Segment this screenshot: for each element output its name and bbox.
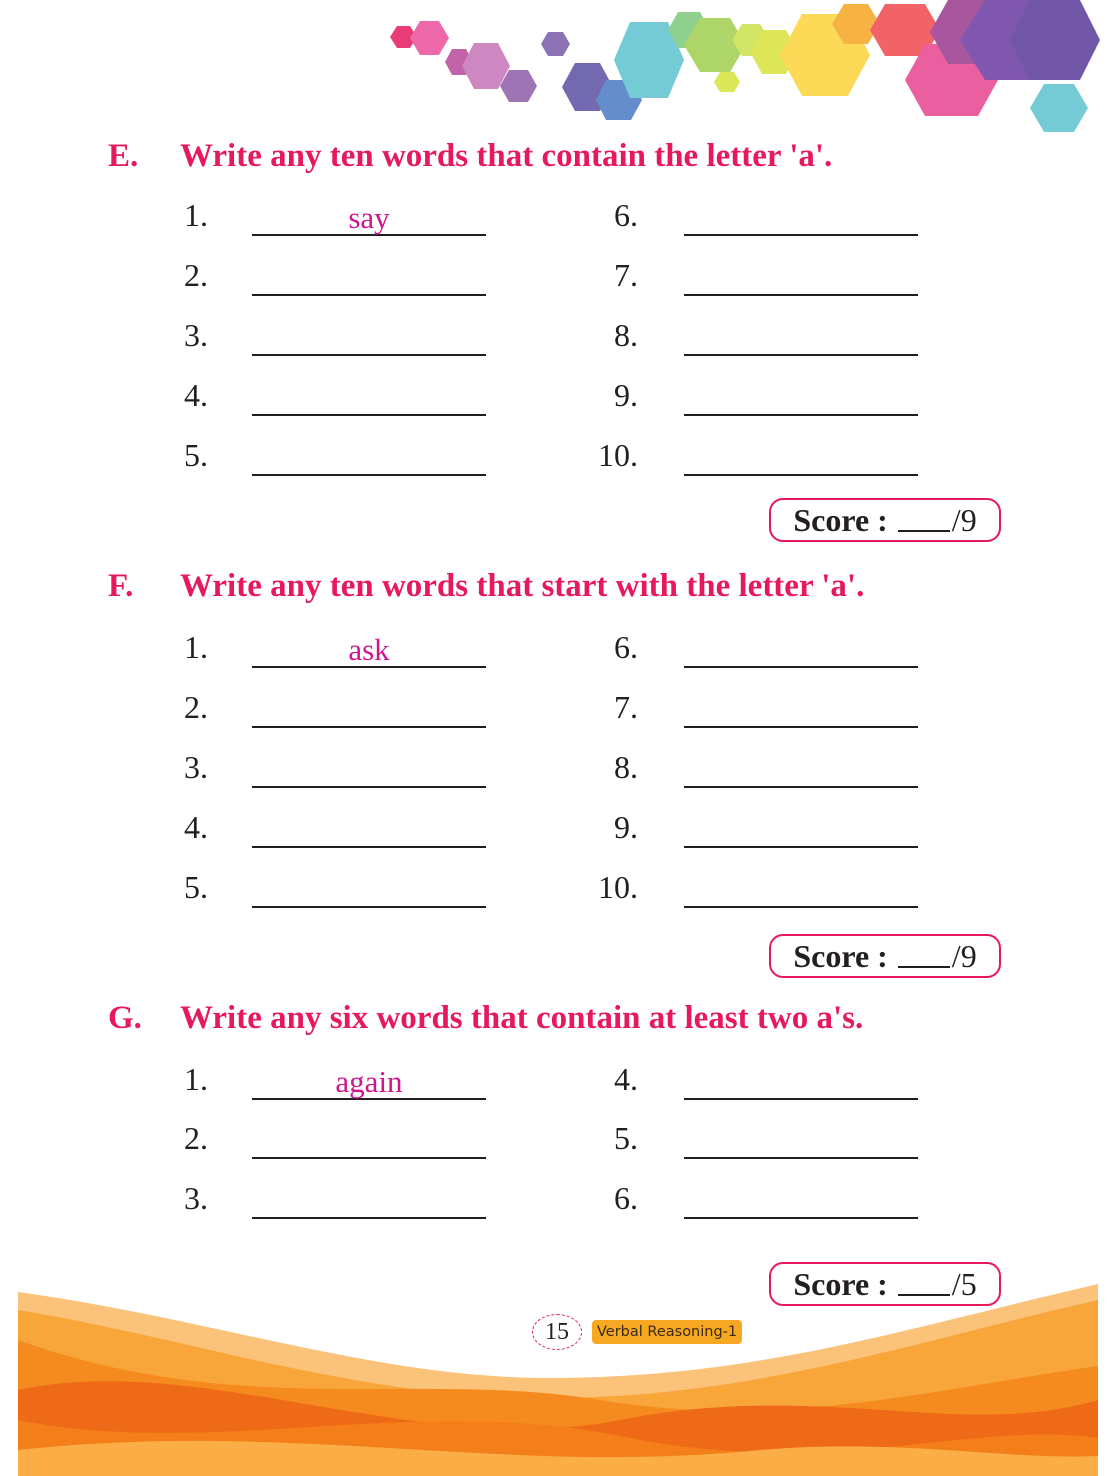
- section-prompt: Write any six words that contain at least two a's.: [180, 1000, 864, 1036]
- answer-blank[interactable]: [252, 810, 486, 848]
- answer-blank[interactable]: [684, 810, 918, 848]
- answer-blank[interactable]: [684, 750, 918, 788]
- book-title-badge: Verbal Reasoning-1: [592, 1320, 742, 1344]
- section-letter: E.: [108, 138, 139, 174]
- item-number: 6.: [614, 197, 638, 233]
- score-label: Score :: [793, 501, 888, 538]
- item-number: 2.: [184, 689, 208, 725]
- answer-blank[interactable]: [252, 258, 486, 296]
- answer-blank[interactable]: [684, 198, 918, 236]
- answer-blank[interactable]: [684, 1062, 918, 1100]
- score-blank[interactable]: [898, 944, 950, 968]
- answer-blank[interactable]: [684, 438, 918, 476]
- answer-blank[interactable]: [684, 870, 918, 908]
- item-number: 3.: [184, 1180, 208, 1216]
- item-number: 8.: [614, 749, 638, 785]
- answer-blank[interactable]: [684, 378, 918, 416]
- score-total: /9: [951, 937, 977, 974]
- item-number: 5.: [184, 437, 208, 473]
- section-f-heading: [108, 568, 864, 605]
- section-e-score-box: [769, 498, 1001, 542]
- item-number: 2.: [184, 257, 208, 293]
- section-letter: G.: [108, 1000, 142, 1036]
- score-blank[interactable]: [898, 1272, 950, 1296]
- item-number: 6.: [614, 629, 638, 665]
- section-g-heading: [108, 1000, 863, 1037]
- answer-blank[interactable]: [252, 750, 486, 788]
- item-number: 10.: [598, 869, 638, 905]
- item-number: 1.: [184, 1061, 208, 1097]
- score-total: /5: [951, 1265, 977, 1302]
- answer-blank[interactable]: [252, 870, 486, 908]
- score-label: Score :: [793, 937, 888, 974]
- answer-blank[interactable]: [252, 318, 486, 356]
- item-number: 2.: [184, 1120, 208, 1156]
- answer-blank[interactable]: [684, 1121, 918, 1159]
- answer-blank[interactable]: [252, 690, 486, 728]
- section-f-score-box: [769, 934, 1001, 978]
- answer-blank[interactable]: [684, 630, 918, 668]
- decorative-hexagon-banner: [0, 0, 1116, 140]
- item-number: 4.: [184, 809, 208, 845]
- item-number: 5.: [184, 869, 208, 905]
- page-number: 15: [532, 1314, 582, 1350]
- answer-blank[interactable]: [684, 690, 918, 728]
- item-number: 4.: [614, 1061, 638, 1097]
- score-total: /9: [951, 501, 977, 538]
- score-label: Score :: [793, 1265, 888, 1302]
- answer-blank[interactable]: [252, 378, 486, 416]
- item-number: 1.: [184, 629, 208, 665]
- answer-blank[interactable]: [252, 630, 486, 668]
- item-number: 6.: [614, 1180, 638, 1216]
- answer-text: ask: [348, 632, 390, 667]
- item-number: 3.: [184, 317, 208, 353]
- item-number: 7.: [614, 257, 638, 293]
- item-number: 9.: [614, 809, 638, 845]
- answer-blank[interactable]: [252, 1121, 486, 1159]
- answer-text: again: [335, 1064, 403, 1099]
- answer-blank[interactable]: [252, 1062, 486, 1100]
- answer-blank[interactable]: [684, 258, 918, 296]
- item-number: 9.: [614, 377, 638, 413]
- item-number: 8.: [614, 317, 638, 353]
- section-g-score-box: [769, 1262, 1001, 1306]
- section-letter: F.: [108, 568, 134, 604]
- answer-blank[interactable]: [252, 1181, 486, 1219]
- answer-blank[interactable]: [684, 318, 918, 356]
- item-number: 4.: [184, 377, 208, 413]
- answer-blank[interactable]: [252, 438, 486, 476]
- item-number: 5.: [614, 1120, 638, 1156]
- item-number: 7.: [614, 689, 638, 725]
- section-prompt: Write any ten words that start with the letter 'a'.: [180, 568, 865, 604]
- score-blank[interactable]: [898, 508, 950, 532]
- section-e-heading: [108, 138, 832, 175]
- answer-blank[interactable]: [252, 198, 486, 236]
- item-number: 3.: [184, 749, 208, 785]
- item-number: 1.: [184, 197, 208, 233]
- section-prompt: Write any ten words that contain the letter 'a'.: [180, 138, 833, 174]
- answer-text: say: [348, 200, 390, 235]
- answer-blank[interactable]: [684, 1181, 918, 1219]
- item-number: 10.: [598, 437, 638, 473]
